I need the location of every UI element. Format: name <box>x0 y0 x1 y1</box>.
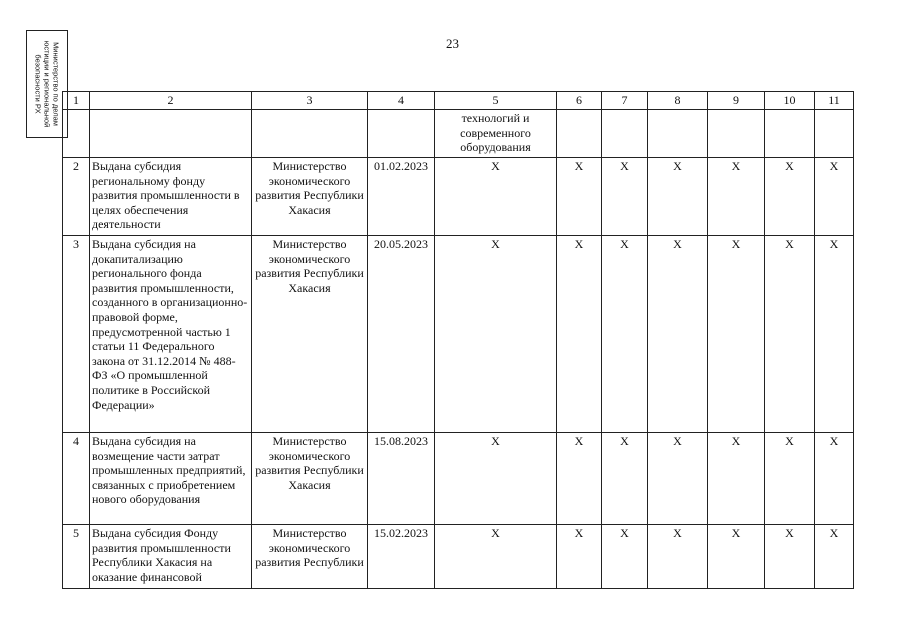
mark-cell: Х <box>708 433 765 525</box>
mark-cell: Х <box>557 433 602 525</box>
table-row <box>63 525 854 589</box>
event-cell: Выдана субсидия на докапитализацию регионального фонда развития промышленности, созданного в организационно-правовой форме, предусмотренной частью 1 статьи 11 Федерального закона от 31.12.2014 № 488-ФЗ «О промышленной политике в Российской Федерации» <box>90 236 252 433</box>
mark-cell: Х <box>557 236 602 433</box>
mark-cell: Х <box>765 433 815 525</box>
mark-cell: Х <box>765 525 815 589</box>
row-number: 4 <box>63 433 90 525</box>
stamp-line: Министерство по делам <box>51 42 61 126</box>
header-cell: 2 <box>90 92 252 110</box>
header-cell: 10 <box>765 92 815 110</box>
mark-cell: Х <box>435 236 557 433</box>
mark-cell: Х <box>557 158 602 236</box>
date-cell: 15.02.2023 <box>368 525 435 589</box>
continuation-cell: технологий и современного оборудования <box>435 110 557 158</box>
executor-cell: Министерство экономического развития Республики Хакасия <box>252 236 368 433</box>
row-number: 5 <box>63 525 90 589</box>
table-row <box>63 236 854 433</box>
executor-cell: Министерство экономического развития Республики Хакасия <box>252 158 368 236</box>
stamp-line: юстиции и региональной <box>42 40 52 128</box>
table-row <box>63 158 854 236</box>
page-number: 23 <box>446 36 459 51</box>
continuation-row <box>63 110 854 158</box>
mark-cell: Х <box>708 158 765 236</box>
plan-table <box>62 91 854 589</box>
header-cell: 9 <box>708 92 765 110</box>
mark-cell: Х <box>602 236 648 433</box>
header-cell: 7 <box>602 92 648 110</box>
mark-cell: Х <box>815 433 854 525</box>
mark-cell: Х <box>648 158 708 236</box>
header-cell: 4 <box>368 92 435 110</box>
mark-cell: Х <box>708 525 765 589</box>
executor-cell: Министерство экономического развития Республики Хакасия <box>252 433 368 525</box>
mark-cell: Х <box>815 236 854 433</box>
mark-cell: Х <box>765 236 815 433</box>
mark-cell: Х <box>708 236 765 433</box>
mark-cell: Х <box>648 525 708 589</box>
mark-cell: Х <box>435 525 557 589</box>
header-cell: 5 <box>435 92 557 110</box>
date-cell: 01.02.2023 <box>368 158 435 236</box>
mark-cell: Х <box>602 433 648 525</box>
mark-cell: Х <box>648 433 708 525</box>
header-cell: 1 <box>63 92 90 110</box>
header-cell: 3 <box>252 92 368 110</box>
stamp-text <box>34 32 61 136</box>
mark-cell: Х <box>765 158 815 236</box>
mark-cell: Х <box>557 525 602 589</box>
event-cell: Выдана субсидия на возмещение части затрат промышленных предприятий, связанных с приобретением нового оборудования <box>90 433 252 525</box>
mark-cell: Х <box>435 158 557 236</box>
event-cell: Выдана субсидия региональному фонду развития промышленности в целях обеспечения деятельности <box>90 158 252 236</box>
mark-cell: Х <box>435 433 557 525</box>
mark-cell: Х <box>815 158 854 236</box>
header-row <box>63 92 854 110</box>
mark-cell: Х <box>602 525 648 589</box>
table-row <box>63 433 854 525</box>
mark-cell: Х <box>648 236 708 433</box>
row-number: 2 <box>63 158 90 236</box>
stamp-line: безопасности РХ <box>33 54 43 114</box>
header-cell: 8 <box>648 92 708 110</box>
header-cell: 6 <box>557 92 602 110</box>
mark-cell: Х <box>602 158 648 236</box>
row-number: 3 <box>63 236 90 433</box>
date-cell: 20.05.2023 <box>368 236 435 433</box>
date-cell: 15.08.2023 <box>368 433 435 525</box>
executor-cell: Министерство экономического развития Республики <box>252 525 368 589</box>
event-cell: Выдана субсидия Фонду развития промышленности Республики Хакасия на оказание финансовой <box>90 525 252 589</box>
header-cell: 11 <box>815 92 854 110</box>
mark-cell: Х <box>815 525 854 589</box>
